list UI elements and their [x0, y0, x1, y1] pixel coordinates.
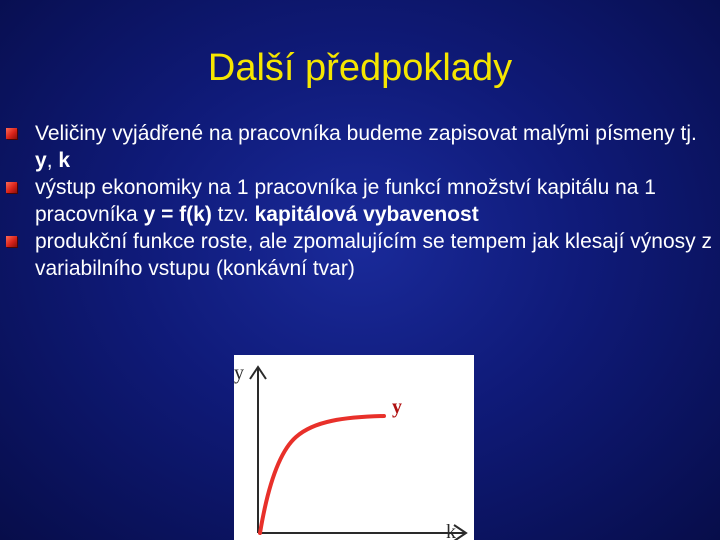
bullet-text-segment: k [58, 149, 71, 172]
graph-svg [234, 355, 474, 540]
production-function-curve [260, 416, 384, 533]
production-function-graph [234, 355, 474, 540]
bullet-text-segment: tzv. [211, 203, 255, 226]
bullet-list [6, 120, 720, 282]
square-bullet-icon [6, 236, 17, 247]
bullet-text-segment: produkční funkce roste, ale zpomalujícím se tempem jak klesají výnosy z variabilního vstupu (konkávní tvar) [35, 230, 712, 280]
bullet-item [6, 174, 720, 228]
slide-title: Další předpoklady [207, 47, 513, 89]
bullet-item [6, 228, 720, 282]
y-axis-label: y [234, 362, 244, 384]
square-bullet-icon [6, 128, 17, 139]
bullet-text-segment: y [35, 149, 47, 172]
bullet-text-segment: , [46, 149, 59, 172]
bullet-text-segment: kapitálová vybavenost [254, 203, 479, 226]
bullet-text-segment: Veličiny vyjádřené na pracovníka budeme zapisovat malými písmeny tj. [35, 122, 697, 145]
square-bullet-icon [6, 182, 17, 193]
bullet-text-segment: výstup ekonomiky na 1 pracovníka je funkcí množství kapitálu na 1 pracovníka [35, 176, 656, 226]
bullet-text-segment: y = f(k) [143, 203, 212, 226]
bullet-item [6, 120, 720, 174]
curve-label: y [392, 396, 402, 418]
x-axis-label: k [446, 521, 456, 540]
